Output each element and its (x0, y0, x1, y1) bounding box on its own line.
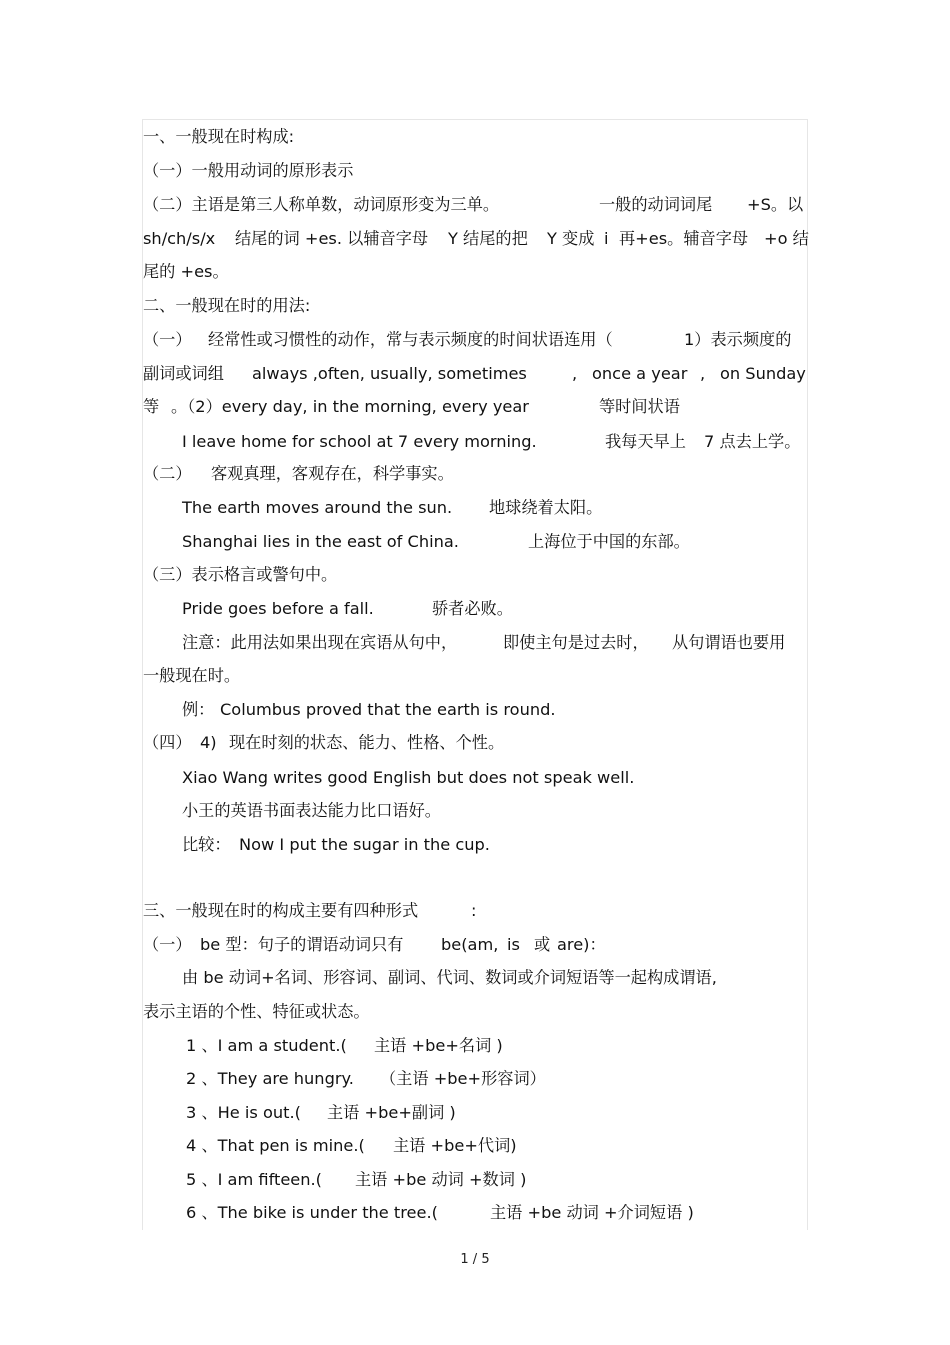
example-pride: Pride goes before a fall. 骄者必败。 (182, 599, 513, 618)
form-1-desc-line1: 由 be 动词+名词、形容词、副词、代词、数词或介词短语等一起构成谓语, (182, 968, 717, 987)
usage-4: （四） 4) 现在时刻的状态、能力、性格、个性。 (143, 733, 505, 752)
page-number: 1 / 5 (460, 1252, 490, 1267)
rule-2-line3: 尾的 +es。 (143, 262, 229, 281)
example-earth: The earth moves around the sun. 地球绕着太阳。 (182, 498, 603, 517)
rule-2-line1: （二）主语是第三人称单数，动词原形变为三单。 一般的动词词尾 +S。以 (143, 195, 804, 214)
note-line1: 注意：此用法如果出现在宾语从句中， 即使主句是过去时， 从句谓语也要用 (182, 633, 786, 652)
rule-1: （一）一般用动词的原形表示 (143, 161, 354, 180)
example-item-1: 1 、I am a student.( 主语 +be+名词 ) (186, 1036, 503, 1055)
example-item-6: 6 、The bike is under the tree.( 主语 +be 动词 +介词短语 ) (186, 1203, 694, 1222)
example-xiao-wang-translation: 小王的英语书面表达能力比口语好。 (182, 801, 441, 820)
heading-forms: 三、一般现在时的构成主要有四种形式 : (143, 901, 477, 920)
example-item-3: 3 、He is out.( 主语 +be+副词 ) (186, 1103, 456, 1122)
usage-1-line2: 副词或词组 always ,often, usually, sometimes , once a year , on Sunday (143, 364, 806, 383)
usage-2: （二） 客观真理，客观存在，科学事实。 (143, 464, 454, 483)
example-item-4: 4 、That pen is mine.( 主语 +be+代词) (186, 1136, 517, 1155)
usage-3: （三）表示格言或警句中。 (143, 565, 338, 584)
heading-composition: 一、一般现在时构成: (143, 127, 295, 146)
example-item-2: 2 、They are hungry. （主语 +be+形容词） (186, 1069, 546, 1088)
form-1-desc-line2: 表示主语的个性、特征或状态。 (143, 1002, 370, 1021)
page-frame (142, 119, 808, 1230)
note-line2: 一般现在时。 (143, 666, 241, 685)
example-item-5: 5 、I am fifteen.( 主语 +be 动词 +数词 ) (186, 1170, 527, 1189)
usage-1-line1: （一） 经常性或习惯性的动作，常与表示频度的时间状语连用（ 1）表示频度的 (143, 330, 792, 349)
rule-2-line2: sh/ch/s/x 结尾的词 +es. 以辅音字母 Y 结尾的把 Y 变成 i 再+es。辅音字母 +o 结 (143, 229, 809, 248)
example-shanghai: Shanghai lies in the east of China. 上海位于中国的东部。 (182, 532, 690, 551)
example-xiao-wang: Xiao Wang writes good English but does not speak well. (182, 768, 635, 787)
example-leave-home: I leave home for school at 7 every morning. 我每天早上 7 点去上学。 (182, 432, 801, 451)
heading-usage: 二、一般现在时的用法: (143, 296, 311, 315)
compare-line: 比较： Now I put the sugar in the cup. (182, 835, 490, 854)
usage-1-line3: 等 。（2）every day, in the morning, every year 等时间状语 (143, 397, 680, 416)
form-1-heading: （一） be 型：句子的谓语动词只有 be(am, is 或 are)： (143, 935, 606, 954)
example-columbus: 例： Columbus proved that the earth is round. (182, 700, 556, 719)
